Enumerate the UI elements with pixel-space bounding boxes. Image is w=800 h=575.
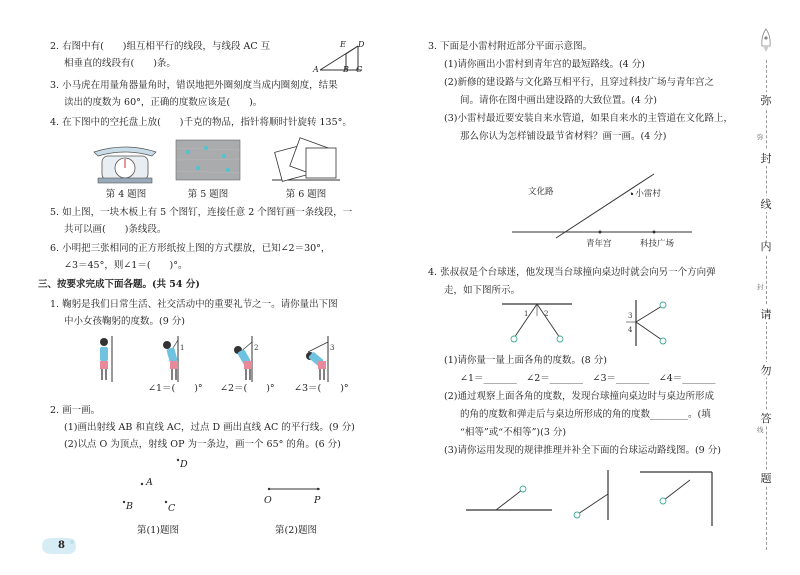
svg-text:3: 3 [330, 344, 335, 352]
board-figure [176, 140, 240, 180]
angle1-label: ∠1＝( )° [148, 383, 203, 394]
r4-line1: 4. 张叔叔是个台球迷，他发现当台球撞向桌边时就会向另一个方向弹 [428, 267, 716, 278]
route-figure-2 [568, 470, 612, 520]
r4-angle-blanks: ∠1＝_______ ∠2＝_______ ∠3＝_______ ∠4＝_______ [460, 373, 716, 384]
point-P: P [314, 495, 321, 506]
map-label-village: · 小雷村 [630, 189, 661, 199]
s2-title: 2. 画一画。 [50, 405, 101, 416]
billiard-figure-2 [612, 300, 672, 346]
angle2-label: ∠2＝( )° [220, 383, 275, 394]
caption-sub1: 第(1)题图 [137, 525, 179, 536]
q3-line2: 读出的度数为 60°，正确的度数应该是( )。 [64, 97, 263, 108]
label-B: B [343, 65, 349, 74]
seal-char-8: 题 [760, 472, 772, 485]
q5-line2: 共可以画( )条线段。 [64, 224, 167, 235]
caption-sub2: 第(2)题图 [275, 525, 317, 536]
r4-item2-line1: (2)通过观察上面各角的度数，发现台球撞向桌边时与桌边所形成 [444, 391, 714, 402]
map-label-tech-plaza: 科技广场 [640, 239, 675, 249]
seal-char-3: 线 [760, 198, 772, 211]
map-label-road: 文化路 [528, 187, 554, 197]
r4-item1: (1)请你量一量上面各角的度数。(8 分) [444, 355, 607, 366]
seal-small-1: 弥 [757, 133, 764, 141]
girl-standing-figure [92, 336, 120, 382]
r3-line5: (3)小雷村最近要安装自来水管道，如果自来水的主管道在文化路上， [444, 113, 733, 124]
scale-figure [88, 134, 162, 184]
girl-bow-2-figure [232, 336, 268, 382]
squares-figure [272, 136, 342, 182]
angle3-label: ∠3＝( )° [294, 383, 349, 394]
r3-line2: (1)请你画出小雷村到青年宫的最短路线。(4 分) [444, 59, 645, 70]
map-label-youth-palace: 青年宫 [586, 239, 612, 249]
s1-line1: 1. 鞠躬是我们日常生活、社交活动中的重要礼节之一。请你量出下图 [50, 299, 338, 310]
seal-char-2: 封 [760, 152, 772, 165]
seal-small-2: 封 [757, 283, 764, 291]
q2-line2: 相垂直的线段有( )条。 [64, 58, 176, 69]
label-A: A [313, 65, 319, 74]
q2-line1: 2. 右图中有( )组互相平行的线段，与线段 AC 互 [50, 41, 271, 52]
label-C: C [356, 65, 363, 74]
billiard-figure-1 [502, 302, 572, 344]
svg-text:2: 2 [254, 344, 259, 352]
q3-line1: 3. 小马虎在用量角器量角时，错误地把外圈刻度当成内圈刻度，结果 [50, 80, 338, 91]
q6-line2: ∠3＝45°，则∠1＝( )°。 [64, 260, 188, 271]
seal-char-7: 答 [760, 412, 772, 425]
girl-bow-3-figure [304, 336, 340, 382]
point-A: A [146, 477, 153, 488]
r3-line4: 间。请你在图中画出建设路的大致位置。(4 分) [460, 95, 657, 106]
s2-item1: (1)画出射线 AB 和直线 AC，过点 D 画出直线 AC 的平行线。(9 分) [64, 422, 355, 433]
r3-line1: 3. 下面是小雷村附近部分平面示意图。 [428, 41, 593, 52]
billiard-angle-3: 3 [628, 312, 633, 320]
r4-line2: 走，如下图所示。 [444, 285, 521, 296]
seal-char-1: 弥 [760, 94, 772, 107]
r4-item2-line3: “相等”或“不相等”)(3 分) [460, 427, 567, 438]
s1-line2: 中小女孩鞠躬的度数。(9 分) [64, 316, 185, 327]
billiard-angle-4: 4 [628, 326, 633, 334]
seal-char-4: 内 [760, 240, 772, 253]
q6-line1: 6. 小明把三张相同的正方形纸按上图的方式摆放，已知∠2＝30°， [50, 243, 331, 254]
ray-op-figure [268, 486, 322, 492]
r3-line6: 那么你认为怎样铺设最节省材料？画一画。(4 分) [460, 131, 667, 142]
point-B: B [126, 501, 133, 512]
svg-text:1: 1 [180, 344, 185, 352]
label-D: D [358, 40, 365, 49]
billiard-angle-1: 1 [524, 310, 529, 318]
map-figure [512, 170, 692, 240]
point-D: D [180, 459, 188, 470]
billiard-angle-2: 2 [544, 310, 549, 318]
caption-q5: 第 5 题图 [187, 189, 229, 200]
point-C: C [168, 503, 176, 514]
seal-small-3: 线 [757, 426, 764, 434]
caption-q4: 第 4 题图 [105, 189, 147, 200]
q5-line1: 5. 如上图，一块木板上有 5 个图钉，连接任意 2 个图钉画一条线段，一 [50, 207, 353, 218]
route-figure-1 [466, 478, 552, 514]
caption-q6: 第 6 题图 [285, 189, 327, 200]
seal-char-6: 勿 [760, 364, 772, 377]
page-number: 8 [58, 540, 65, 551]
seal-char-5: 请 [760, 308, 772, 321]
q4-text: 4. 在下图中的空托盘上放( )千克的物品，指针将顺时针旋转 135°。 [50, 117, 352, 128]
route-figure-3 [640, 470, 716, 526]
r4-item2-line2: 的角的度数和弹走后与桌边所形成的角的度数________。(填 [460, 409, 711, 420]
label-E: E [340, 40, 346, 49]
r3-line3: (2)新修的建设路与文化路互相平行，且穿过科技广场与青年宫之 [444, 77, 714, 88]
girl-bow-1-figure [158, 336, 194, 382]
s2-item2: (2)以点 O 为顶点，射线 OP 为一条边，画一个 65° 的角。(6 分) [64, 439, 341, 450]
section-3-heading: 三、按要求完成下面各题。(共 54 分) [38, 279, 200, 290]
r4-item3: (3)请你运用发现的规律推理并补全下面的台球运动路线图。(9 分) [444, 445, 721, 456]
rocket-icon [758, 28, 774, 54]
point-O: O [264, 495, 272, 506]
